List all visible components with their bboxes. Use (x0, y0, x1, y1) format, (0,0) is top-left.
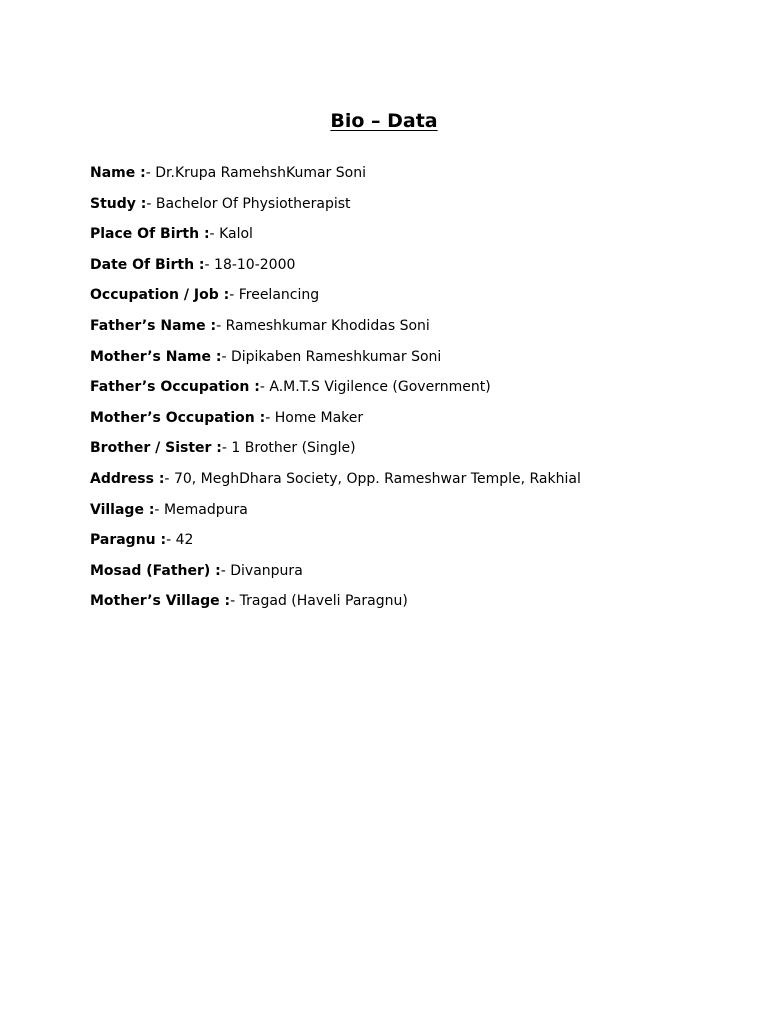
field-occupation (90, 283, 730, 314)
field-separator: - (164, 470, 174, 487)
field-mothers-occupation (90, 406, 730, 437)
field-separator: - (204, 256, 215, 273)
field-value: Memadpura (163, 501, 248, 518)
field-place-of-birth (90, 222, 730, 253)
document-title: Bio – Data (330, 110, 438, 132)
field-mothers-name (90, 345, 730, 376)
field-label: Mother’s Name : (90, 348, 222, 365)
field-mosad-father (90, 559, 730, 590)
field-label: Name : (90, 165, 146, 181)
field-label: Mosad (Father) : (90, 562, 221, 579)
field-address (90, 467, 730, 498)
bio-data-fields (90, 161, 730, 620)
field-separator: - (216, 317, 226, 334)
field-value: 70, MeghDhara Society, Opp. Rameshwar Temple, Rakhial (173, 470, 581, 487)
field-value: 18-10-2000 (214, 256, 296, 273)
field-value: Bachelor Of Physiotherapist (155, 195, 351, 212)
field-label: Occupation / Job : (90, 287, 230, 304)
field-value: 1 Brother (Single) (231, 440, 356, 457)
field-separator: - (220, 562, 231, 579)
field-brother-sister (90, 436, 730, 467)
field-label: Place Of Birth : (90, 226, 210, 243)
field-separator: - (209, 226, 220, 243)
field-label: Brother / Sister : (90, 440, 222, 457)
field-mothers-village (90, 589, 730, 620)
field-value: Kalol (219, 226, 253, 243)
field-name (90, 161, 730, 192)
field-village (90, 498, 730, 529)
field-separator: - (146, 195, 156, 212)
field-label: Paragnu : (90, 532, 167, 549)
field-label: Date Of Birth : (90, 256, 205, 273)
field-study (90, 192, 730, 223)
field-separator: - (229, 287, 239, 304)
field-fathers-occupation (90, 375, 730, 406)
field-label: Study : (90, 195, 147, 212)
field-value: Dipikaben Rameshkumar Soni (230, 348, 442, 365)
field-fathers-name (90, 314, 730, 345)
field-label: Mother’s Village : (90, 593, 231, 610)
field-value: A.M.T.S Vigilence (Government) (269, 379, 491, 396)
field-separator: - (154, 501, 164, 518)
field-value: Divanpura (230, 562, 303, 579)
field-separator: - (265, 409, 275, 426)
field-separator: - (259, 379, 270, 396)
field-separator: - (230, 593, 240, 610)
field-separator: - (221, 440, 232, 457)
field-label: Father’s Occupation : (90, 379, 260, 396)
field-value: Freelancing (238, 287, 320, 304)
field-value: Rameshkumar Khodidas Soni (225, 317, 430, 334)
field-date-of-birth (90, 253, 730, 284)
field-separator: - (221, 348, 231, 365)
field-value: 42 (175, 532, 194, 549)
field-value: Dr.Krupa RamehshKumar Soni (155, 165, 366, 181)
field-label: Mother’s Occupation : (90, 409, 266, 426)
field-value: Tragad (Haveli Paragnu) (239, 593, 408, 610)
field-value: Home Maker (274, 409, 364, 426)
field-separator: - (145, 165, 156, 181)
field-label: Address : (90, 470, 165, 487)
field-label: Father’s Name : (90, 317, 217, 334)
field-separator: - (166, 532, 176, 549)
field-paragnu (90, 528, 730, 559)
field-label: Village : (90, 501, 155, 518)
